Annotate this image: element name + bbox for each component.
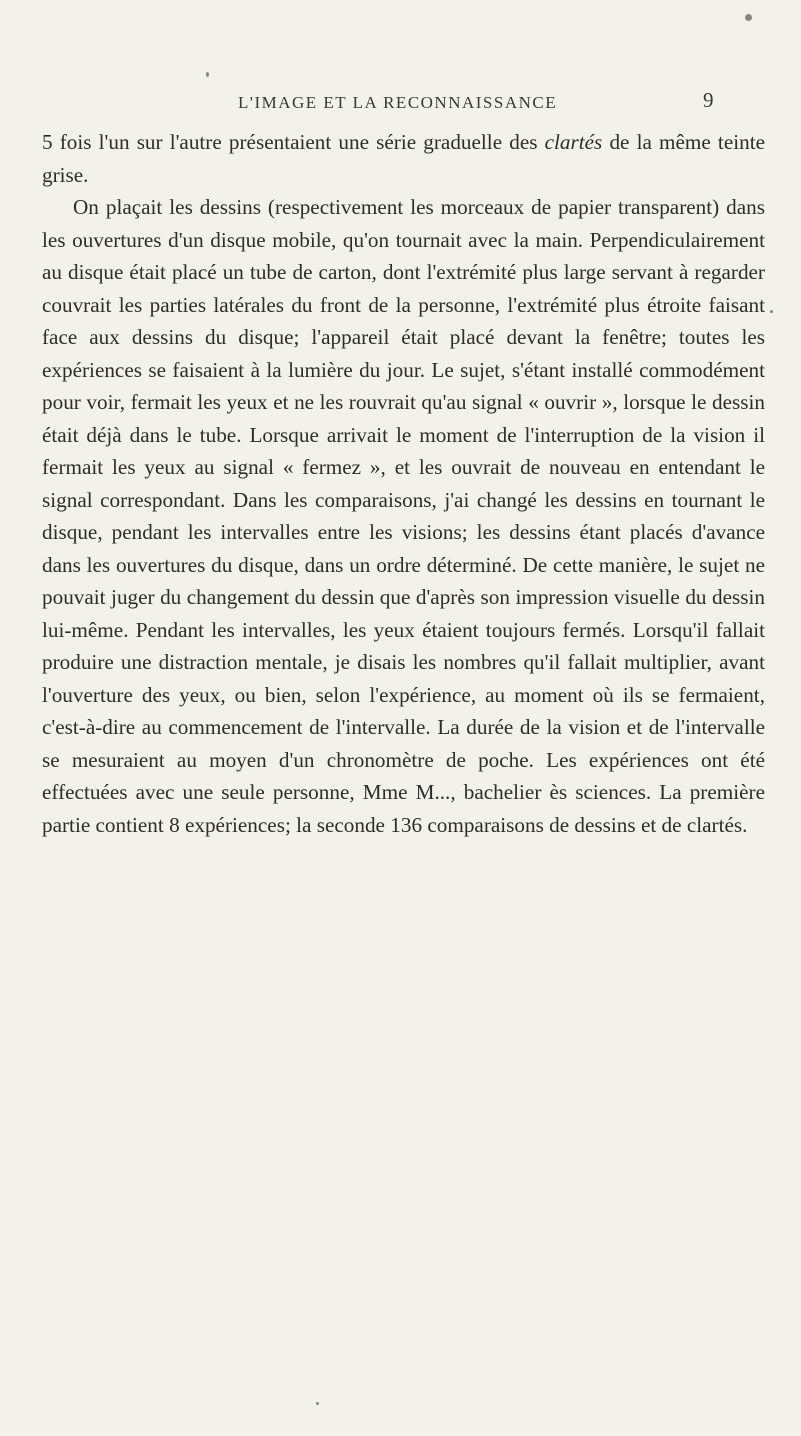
paragraph-1-segment-3: de la même teinte grise. [42,130,765,187]
scan-speck [316,1402,319,1405]
running-title: L'IMAGE ET LA RECONNAISSANCE [238,93,558,112]
paragraph-1 [42,126,765,191]
body-text [42,126,765,841]
running-header [238,92,708,114]
paragraph-1-italic-term: clartés [544,130,603,154]
scan-speck [770,310,773,313]
scan-speck [745,14,752,21]
paragraph-1-segment-1: 5 fois l'un sur l'autre présentaient une série graduelle des [42,130,545,154]
page-number: 9 [703,88,714,112]
paragraph-2 [42,191,765,841]
paragraph-2-text: On plaçait les dessins (respectivement les morceaux de papier transparent) dans les ouvertures d'un disque mobile, qu'on tournait avec la main. Perpendiculairement au disque était placé un tube de carton, dont l'extrémité plus large servant à regarder couvrait les parties latérales du front de la personne, l'extrémité plus étroite faisant face aux dessins du disque; l'appareil était placé devant la fenêtre; toutes les expériences se faisaient à la lumière du jour. Le sujet, s'étant installé commodément pour voir, fermait les yeux et ne les rouvrait qu'au signal « ouvrir », lorsque le dessin était déjà dans le tube. Lorsque arrivait le moment de l'interruption de la vision il fermait les yeux au signal « fermez », et les ouvrait de nouveau en entendant le signal correspondant. Dans les comparaisons, j'ai changé les dessins en tournant le disque, pendant les intervalles entre les visions; les dessins étant placés d'avance dans les ouvertures du disque, dans un ordre déterminé. De cette manière, le sujet ne pouvait juger du changement du dessin que d'après son impression visuelle du dessin lui-même. Pendant les intervalles, les yeux étaient toujours fermés. Lorsqu'il fallait produire une distraction mentale, je disais les nombres qu'il fallait multiplier, avant l'ouverture des yeux, ou bien, selon l'expérience, au moment où ils se fermaient, c'est-à-dire au commencement de l'intervalle. La durée de la vision et de l'intervalle se mesuraient au moyen d'un chronomètre de poche. Les expériences ont été effectuées avec une seule personne, Mme M..., bachelier ès sciences. La première partie contient 8 expériences; la seconde 136 comparaisons de dessins et de clartés. [42,195,765,837]
scan-speck [206,72,209,77]
